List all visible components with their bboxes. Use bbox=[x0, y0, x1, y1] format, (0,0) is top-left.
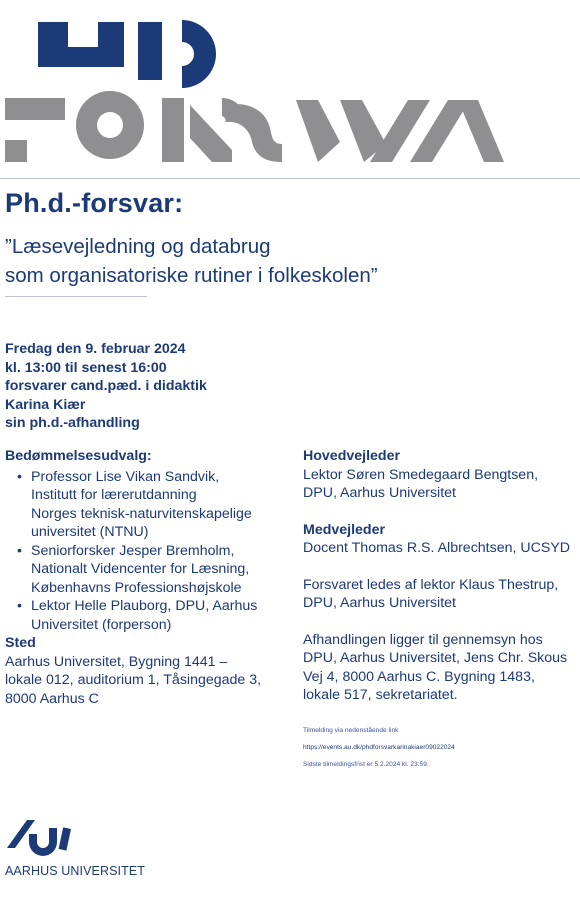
registration-deadline: Sidste tilmeldingsfrist er 5.2.2024 kl. 23:59. bbox=[303, 761, 429, 768]
chair-line: Forsvaret ledes af lektor Klaus Thestrup, bbox=[303, 576, 559, 593]
registration-section bbox=[303, 726, 455, 777]
member-line: Professor Lise Vikan Sandvik, bbox=[31, 468, 220, 485]
availability-line: Afhandlingen ligger til gennemsyn hos bbox=[303, 631, 543, 648]
co-supervisor bbox=[303, 521, 570, 558]
registration-link[interactable]: https://events.au.dk/phdforsvarkarinakiaer09022024 bbox=[303, 744, 455, 751]
member-line: universitet (NTNU) bbox=[31, 524, 149, 540]
university-name: AARHUS UNIVERSITET bbox=[5, 864, 146, 878]
availability-line: lokale 517, sekretariatet. bbox=[303, 687, 458, 703]
committee-member bbox=[5, 468, 295, 542]
venue-line: Aarhus Universitet, Bygning 1441 – bbox=[5, 653, 228, 670]
main-supervisor-line: DPU, Aarhus Universitet bbox=[303, 485, 456, 501]
chair-info bbox=[303, 576, 570, 613]
thesis-title-line-2: som organisatoriske rutiner i folkeskolen” bbox=[5, 264, 378, 287]
event-time: kl. 13:00 til senest 16:00 bbox=[5, 359, 167, 376]
committee-heading: Bedømmelsesudvalg: bbox=[5, 448, 152, 464]
venue-line: 8000 Aarhus C bbox=[5, 690, 99, 707]
member-line: Universitet (forperson) bbox=[31, 616, 172, 633]
bullet-icon: • bbox=[17, 468, 22, 485]
co-supervisor-heading: Medvejleder bbox=[303, 521, 386, 538]
top-divider bbox=[0, 178, 580, 179]
event-degree: forsvarer cand.pæd. i didaktik bbox=[5, 378, 207, 394]
forsvar-logo bbox=[0, 0, 580, 170]
member-line: Lektor Helle Plauborg, DPU, Aarhus bbox=[31, 598, 258, 614]
event-details bbox=[5, 340, 207, 433]
thesis-title bbox=[5, 232, 575, 290]
page-title: Ph.d.-forsvar: bbox=[5, 188, 184, 218]
candidate-name: Karina Kiær bbox=[5, 396, 86, 413]
logo-grey-shapes bbox=[5, 91, 504, 162]
chair-line: DPU, Aarhus Universitet bbox=[303, 595, 456, 611]
committee-section bbox=[5, 447, 295, 634]
bullet-icon: • bbox=[17, 598, 22, 614]
co-supervisor-line: Docent Thomas R.S. Albrechtsen, UCSYD bbox=[303, 540, 571, 556]
member-line: Nationalt Videncenter for Læsning, bbox=[31, 561, 250, 577]
member-line: Seniorforsker Jesper Bremholm, bbox=[31, 542, 235, 559]
bullet-icon: • bbox=[17, 542, 22, 559]
venue-line: lokale 012, auditorium 1, Tåsingegade 3, bbox=[5, 672, 262, 688]
main-supervisor bbox=[303, 447, 570, 503]
thesis-label: sin ph.d.-afhandling bbox=[5, 415, 140, 431]
committee-list bbox=[5, 468, 295, 635]
right-column bbox=[303, 447, 570, 723]
availability-info bbox=[303, 631, 570, 705]
member-line: Norges teknisk-naturvitenskapelige bbox=[31, 505, 252, 522]
venue-heading: Sted bbox=[5, 635, 36, 651]
main-supervisor-heading: Hovedvejleder bbox=[303, 448, 400, 464]
member-line: Institutt for lærerutdanning bbox=[31, 487, 197, 503]
aarhus-university-logo-icon bbox=[5, 818, 75, 858]
registration-intro: Tilmelding via nedenstående link bbox=[303, 727, 399, 734]
logo-navy-shapes bbox=[38, 20, 216, 88]
title-divider bbox=[5, 296, 147, 297]
availability-line: DPU, Aarhus Universitet, Jens Chr. Skous bbox=[303, 650, 568, 666]
committee-member bbox=[5, 597, 295, 634]
thesis-title-line-1: ”Læsevejledning og databrug bbox=[5, 235, 271, 258]
venue-section bbox=[5, 634, 261, 708]
availability-line: Vej 4, 8000 Aarhus C. Bygning 1483, bbox=[303, 668, 535, 685]
member-line: Københavns Professionshøjskole bbox=[31, 579, 242, 596]
event-date: Fredag den 9. februar 2024 bbox=[5, 341, 186, 357]
committee-member bbox=[5, 542, 295, 598]
main-supervisor-line: Lektor Søren Smedegaard Bengtsen, bbox=[303, 466, 539, 483]
